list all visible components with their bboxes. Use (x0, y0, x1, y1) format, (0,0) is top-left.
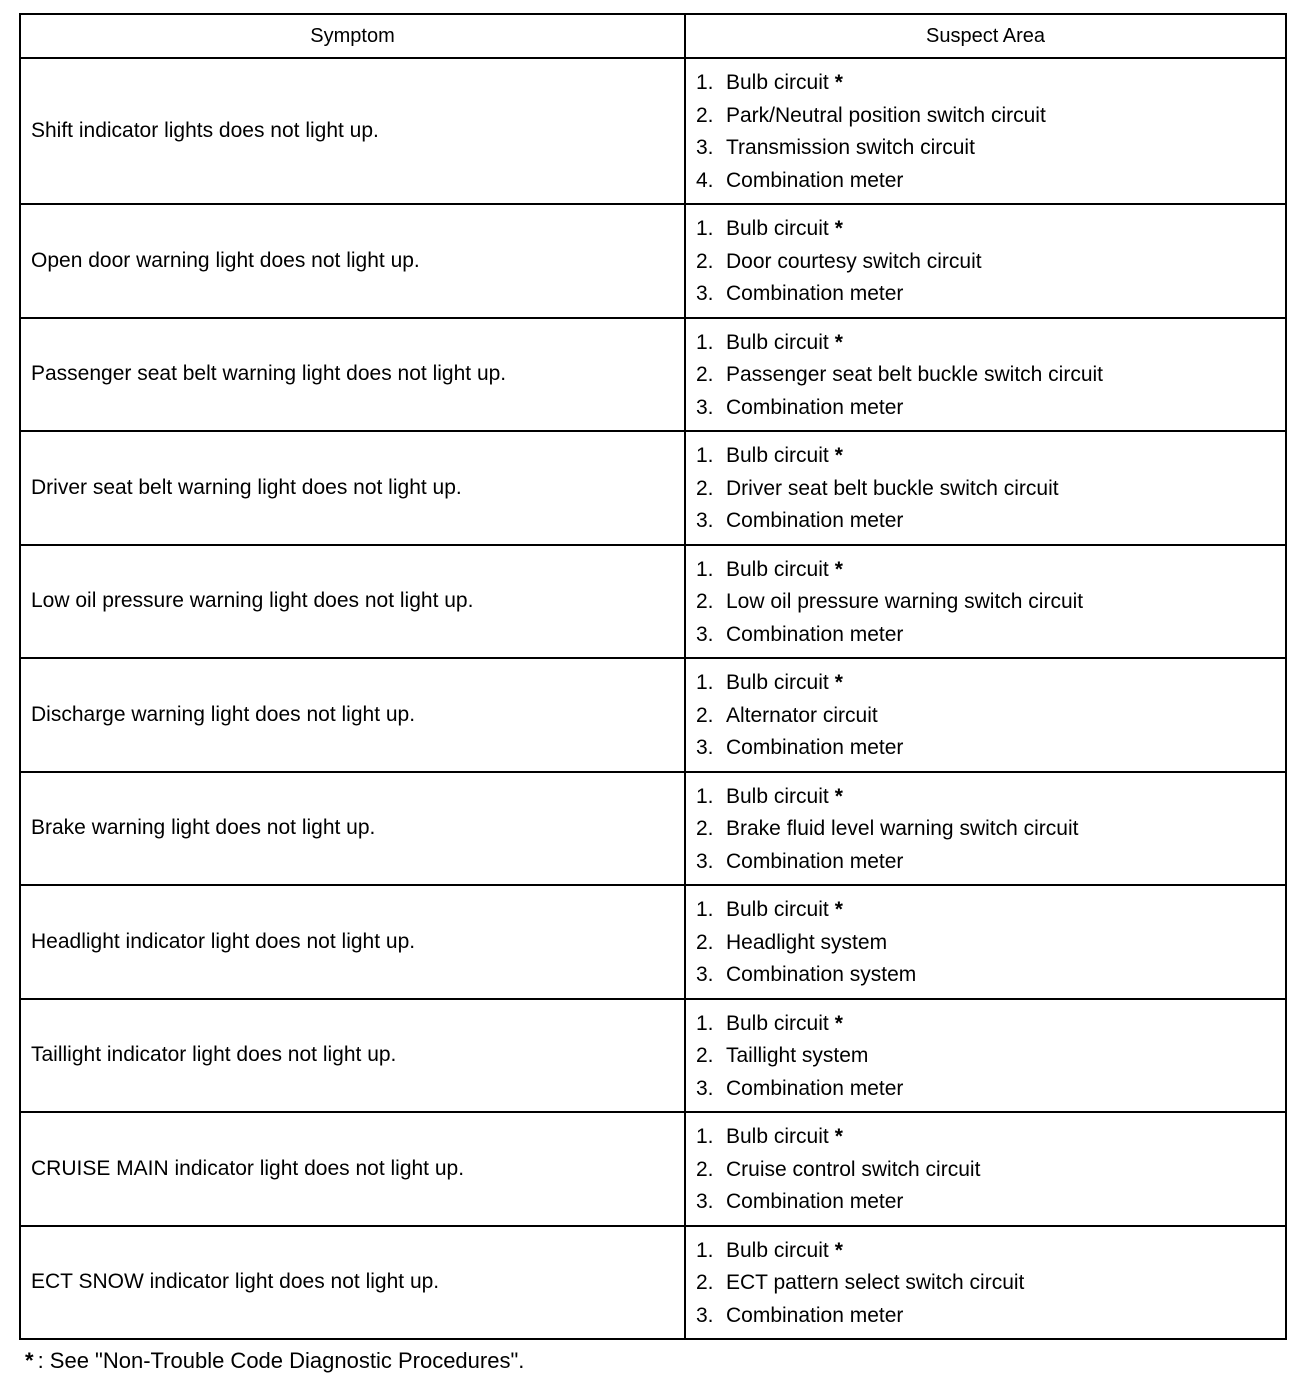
suspect-area-item (696, 1235, 1285, 1268)
suspect-area-item (696, 392, 1285, 425)
suspect-area-item (696, 1040, 1285, 1073)
asterisk-mark: * (834, 557, 843, 581)
suspect-area-item (696, 667, 1285, 700)
item-number: 1. (696, 557, 714, 581)
item-text: Bulb circuit (726, 557, 829, 581)
suspect-area-item (696, 246, 1285, 279)
suspect-area-cell (685, 545, 1286, 659)
suspect-area-column-header: Suspect Area (685, 14, 1286, 58)
suspect-area-item (696, 1186, 1285, 1219)
suspect-area-item (696, 1121, 1285, 1154)
suspect-area-item (696, 1008, 1285, 1041)
suspect-area-item (696, 554, 1285, 587)
suspect-area-item (696, 165, 1285, 198)
item-number: 2. (696, 103, 714, 127)
footnote (19, 1348, 1285, 1374)
table-row (20, 772, 1286, 886)
symptom-cell: CRUISE MAIN indicator light does not light up. (20, 1112, 685, 1226)
item-text: Combination meter (726, 622, 904, 646)
item-text: Taillight system (726, 1044, 869, 1067)
suspect-area-list (696, 1121, 1285, 1219)
item-text: Combination meter (726, 849, 904, 873)
item-number: 1. (696, 1125, 714, 1148)
suspect-area-item (696, 505, 1285, 538)
item-text: Bulb circuit (726, 217, 829, 240)
suspect-area-cell (685, 885, 1286, 999)
item-number: 2. (696, 1157, 714, 1181)
item-text: Combination meter (726, 1190, 904, 1213)
item-number: 3. (696, 849, 714, 873)
table-row (20, 1112, 1286, 1226)
symptom-cell: Brake warning light does not light up. (20, 772, 685, 886)
suspect-area-item (696, 100, 1285, 133)
item-number: 1. (696, 898, 714, 921)
item-text: Passenger seat belt buckle switch circuit (726, 363, 1104, 386)
table-row (20, 545, 1286, 659)
item-text: Combination meter (726, 509, 904, 532)
item-text: Bulb circuit (726, 1125, 829, 1148)
table-row (20, 204, 1286, 318)
item-number: 1. (696, 1011, 714, 1035)
table-row (20, 318, 1286, 432)
suspect-area-item (696, 619, 1285, 652)
item-text: Door courtesy switch circuit (726, 249, 982, 273)
suspect-area-cell (685, 1112, 1286, 1226)
item-text: Bulb circuit (726, 1011, 829, 1035)
suspect-area-item (696, 781, 1285, 814)
suspect-area-item (696, 813, 1285, 846)
item-text: Combination meter (726, 395, 904, 419)
asterisk-mark: * (834, 898, 843, 921)
suspect-area-list (696, 894, 1285, 992)
item-number: 1. (696, 330, 714, 354)
item-text: Alternator circuit (726, 703, 878, 727)
suspect-area-list (696, 327, 1285, 425)
item-text: Brake fluid level warning switch circuit (726, 817, 1079, 840)
table-row (20, 999, 1286, 1113)
item-number: 2. (696, 1044, 714, 1067)
asterisk-mark: * (834, 71, 843, 94)
asterisk-mark: * (834, 1238, 843, 1262)
item-text: Bulb circuit (726, 784, 829, 808)
suspect-area-cell (685, 431, 1286, 545)
item-number: 2. (696, 817, 714, 840)
suspect-area-list (696, 554, 1285, 652)
asterisk-mark: * (834, 784, 843, 808)
item-number: 2. (696, 363, 714, 386)
table-row (20, 431, 1286, 545)
item-text: Park/Neutral position switch circuit (726, 103, 1046, 127)
suspect-area-cell (685, 772, 1286, 886)
item-number: 1. (696, 71, 714, 94)
item-text: Bulb circuit (726, 71, 829, 94)
asterisk-mark: * (834, 671, 843, 694)
suspect-area-item (696, 213, 1285, 246)
item-number: 3. (696, 1303, 714, 1327)
symptom-cell: Shift indicator lights does not light up. (20, 58, 685, 204)
symptom-cell: Passenger seat belt warning light does not light up. (20, 318, 685, 432)
document-page (19, 13, 1285, 1374)
item-text: Combination meter (726, 282, 904, 305)
asterisk-mark: * (834, 1125, 843, 1148)
item-text: Cruise control switch circuit (726, 1157, 981, 1181)
table-row (20, 658, 1286, 772)
symptom-cell: Driver seat belt warning light does not light up. (20, 431, 685, 545)
item-text: Transmission switch circuit (726, 136, 975, 159)
suspect-area-item (696, 586, 1285, 619)
asterisk-mark: * (834, 1011, 843, 1035)
suspect-area-cell (685, 999, 1286, 1113)
suspect-area-item (696, 327, 1285, 360)
asterisk-mark: * (834, 330, 843, 354)
item-number: 3. (696, 963, 714, 986)
item-text: Driver seat belt buckle switch circuit (726, 476, 1059, 500)
symptom-cell: Low oil pressure warning light does not light up. (20, 545, 685, 659)
item-number: 4. (696, 168, 714, 192)
item-number: 3. (696, 622, 714, 646)
asterisk-mark: * (834, 444, 843, 467)
suspect-area-list (696, 1235, 1285, 1333)
asterisk-mark: * (25, 1348, 34, 1373)
item-number: 2. (696, 703, 714, 727)
item-number: 2. (696, 476, 714, 500)
item-number: 3. (696, 736, 714, 759)
item-number: 3. (696, 1076, 714, 1100)
item-number: 2. (696, 1271, 714, 1294)
suspect-area-item (696, 927, 1285, 960)
suspect-area-item (696, 1073, 1285, 1106)
suspect-area-list (696, 67, 1285, 197)
symptom-cell: ECT SNOW indicator light does not light up. (20, 1226, 685, 1340)
table-row (20, 58, 1286, 204)
suspect-area-item (696, 1154, 1285, 1187)
suspect-area-cell (685, 204, 1286, 318)
item-text: Bulb circuit (726, 444, 829, 467)
table-row (20, 885, 1286, 999)
item-text: Combination system (726, 963, 917, 986)
item-number: 3. (696, 395, 714, 419)
item-number: 3. (696, 1190, 714, 1213)
table-body (20, 58, 1286, 1339)
item-number: 3. (696, 136, 714, 159)
suspect-area-list (696, 213, 1285, 311)
suspect-area-list (696, 781, 1285, 879)
item-number: 2. (696, 249, 714, 273)
item-text: Bulb circuit (726, 898, 829, 921)
item-text: Combination meter (726, 736, 904, 759)
suspect-area-cell (685, 58, 1286, 204)
item-number: 1. (696, 444, 714, 467)
symptom-cell: Headlight indicator light does not light up. (20, 885, 685, 999)
item-number: 2. (696, 590, 714, 613)
symptom-cell: Open door warning light does not light up. (20, 204, 685, 318)
symptom-cell: Taillight indicator light does not light up. (20, 999, 685, 1113)
item-number: 3. (696, 282, 714, 305)
table-row (20, 1226, 1286, 1340)
item-number: 1. (696, 217, 714, 240)
item-number: 2. (696, 930, 714, 954)
suspect-area-list (696, 440, 1285, 538)
item-text: Bulb circuit (726, 1238, 829, 1262)
item-text: Headlight system (726, 930, 888, 954)
symptom-table (19, 13, 1287, 1340)
item-text: Low oil pressure warning switch circuit (726, 590, 1084, 613)
suspect-area-item (696, 473, 1285, 506)
table-header-row (20, 14, 1286, 58)
item-number: 1. (696, 671, 714, 694)
item-text: Combination meter (726, 1076, 904, 1100)
suspect-area-item (696, 1267, 1285, 1300)
suspect-area-item (696, 132, 1285, 165)
item-text: ECT pattern select switch circuit (726, 1271, 1025, 1294)
item-text: Combination meter (726, 168, 904, 192)
item-number: 1. (696, 1238, 714, 1262)
asterisk-mark: * (834, 217, 843, 240)
suspect-area-item (696, 1300, 1285, 1333)
suspect-area-list (696, 667, 1285, 765)
suspect-area-item (696, 359, 1285, 392)
item-text: Combination meter (726, 1303, 904, 1327)
suspect-area-item (696, 278, 1285, 311)
item-number: 3. (696, 509, 714, 532)
suspect-area-list (696, 1008, 1285, 1106)
symptom-cell: Discharge warning light does not light up. (20, 658, 685, 772)
suspect-area-item (696, 440, 1285, 473)
item-text: Bulb circuit (726, 330, 829, 354)
suspect-area-item (696, 67, 1285, 100)
suspect-area-item (696, 846, 1285, 879)
suspect-area-cell (685, 658, 1286, 772)
symptom-column-header: Symptom (20, 14, 685, 58)
item-text: Bulb circuit (726, 671, 829, 694)
footnote-text: : See "Non-Trouble Code Diagnostic Procedures". (37, 1348, 525, 1373)
suspect-area-item (696, 700, 1285, 733)
suspect-area-item (696, 894, 1285, 927)
item-number: 1. (696, 784, 714, 808)
suspect-area-cell (685, 1226, 1286, 1340)
suspect-area-item (696, 959, 1285, 992)
suspect-area-cell (685, 318, 1286, 432)
suspect-area-item (696, 732, 1285, 765)
